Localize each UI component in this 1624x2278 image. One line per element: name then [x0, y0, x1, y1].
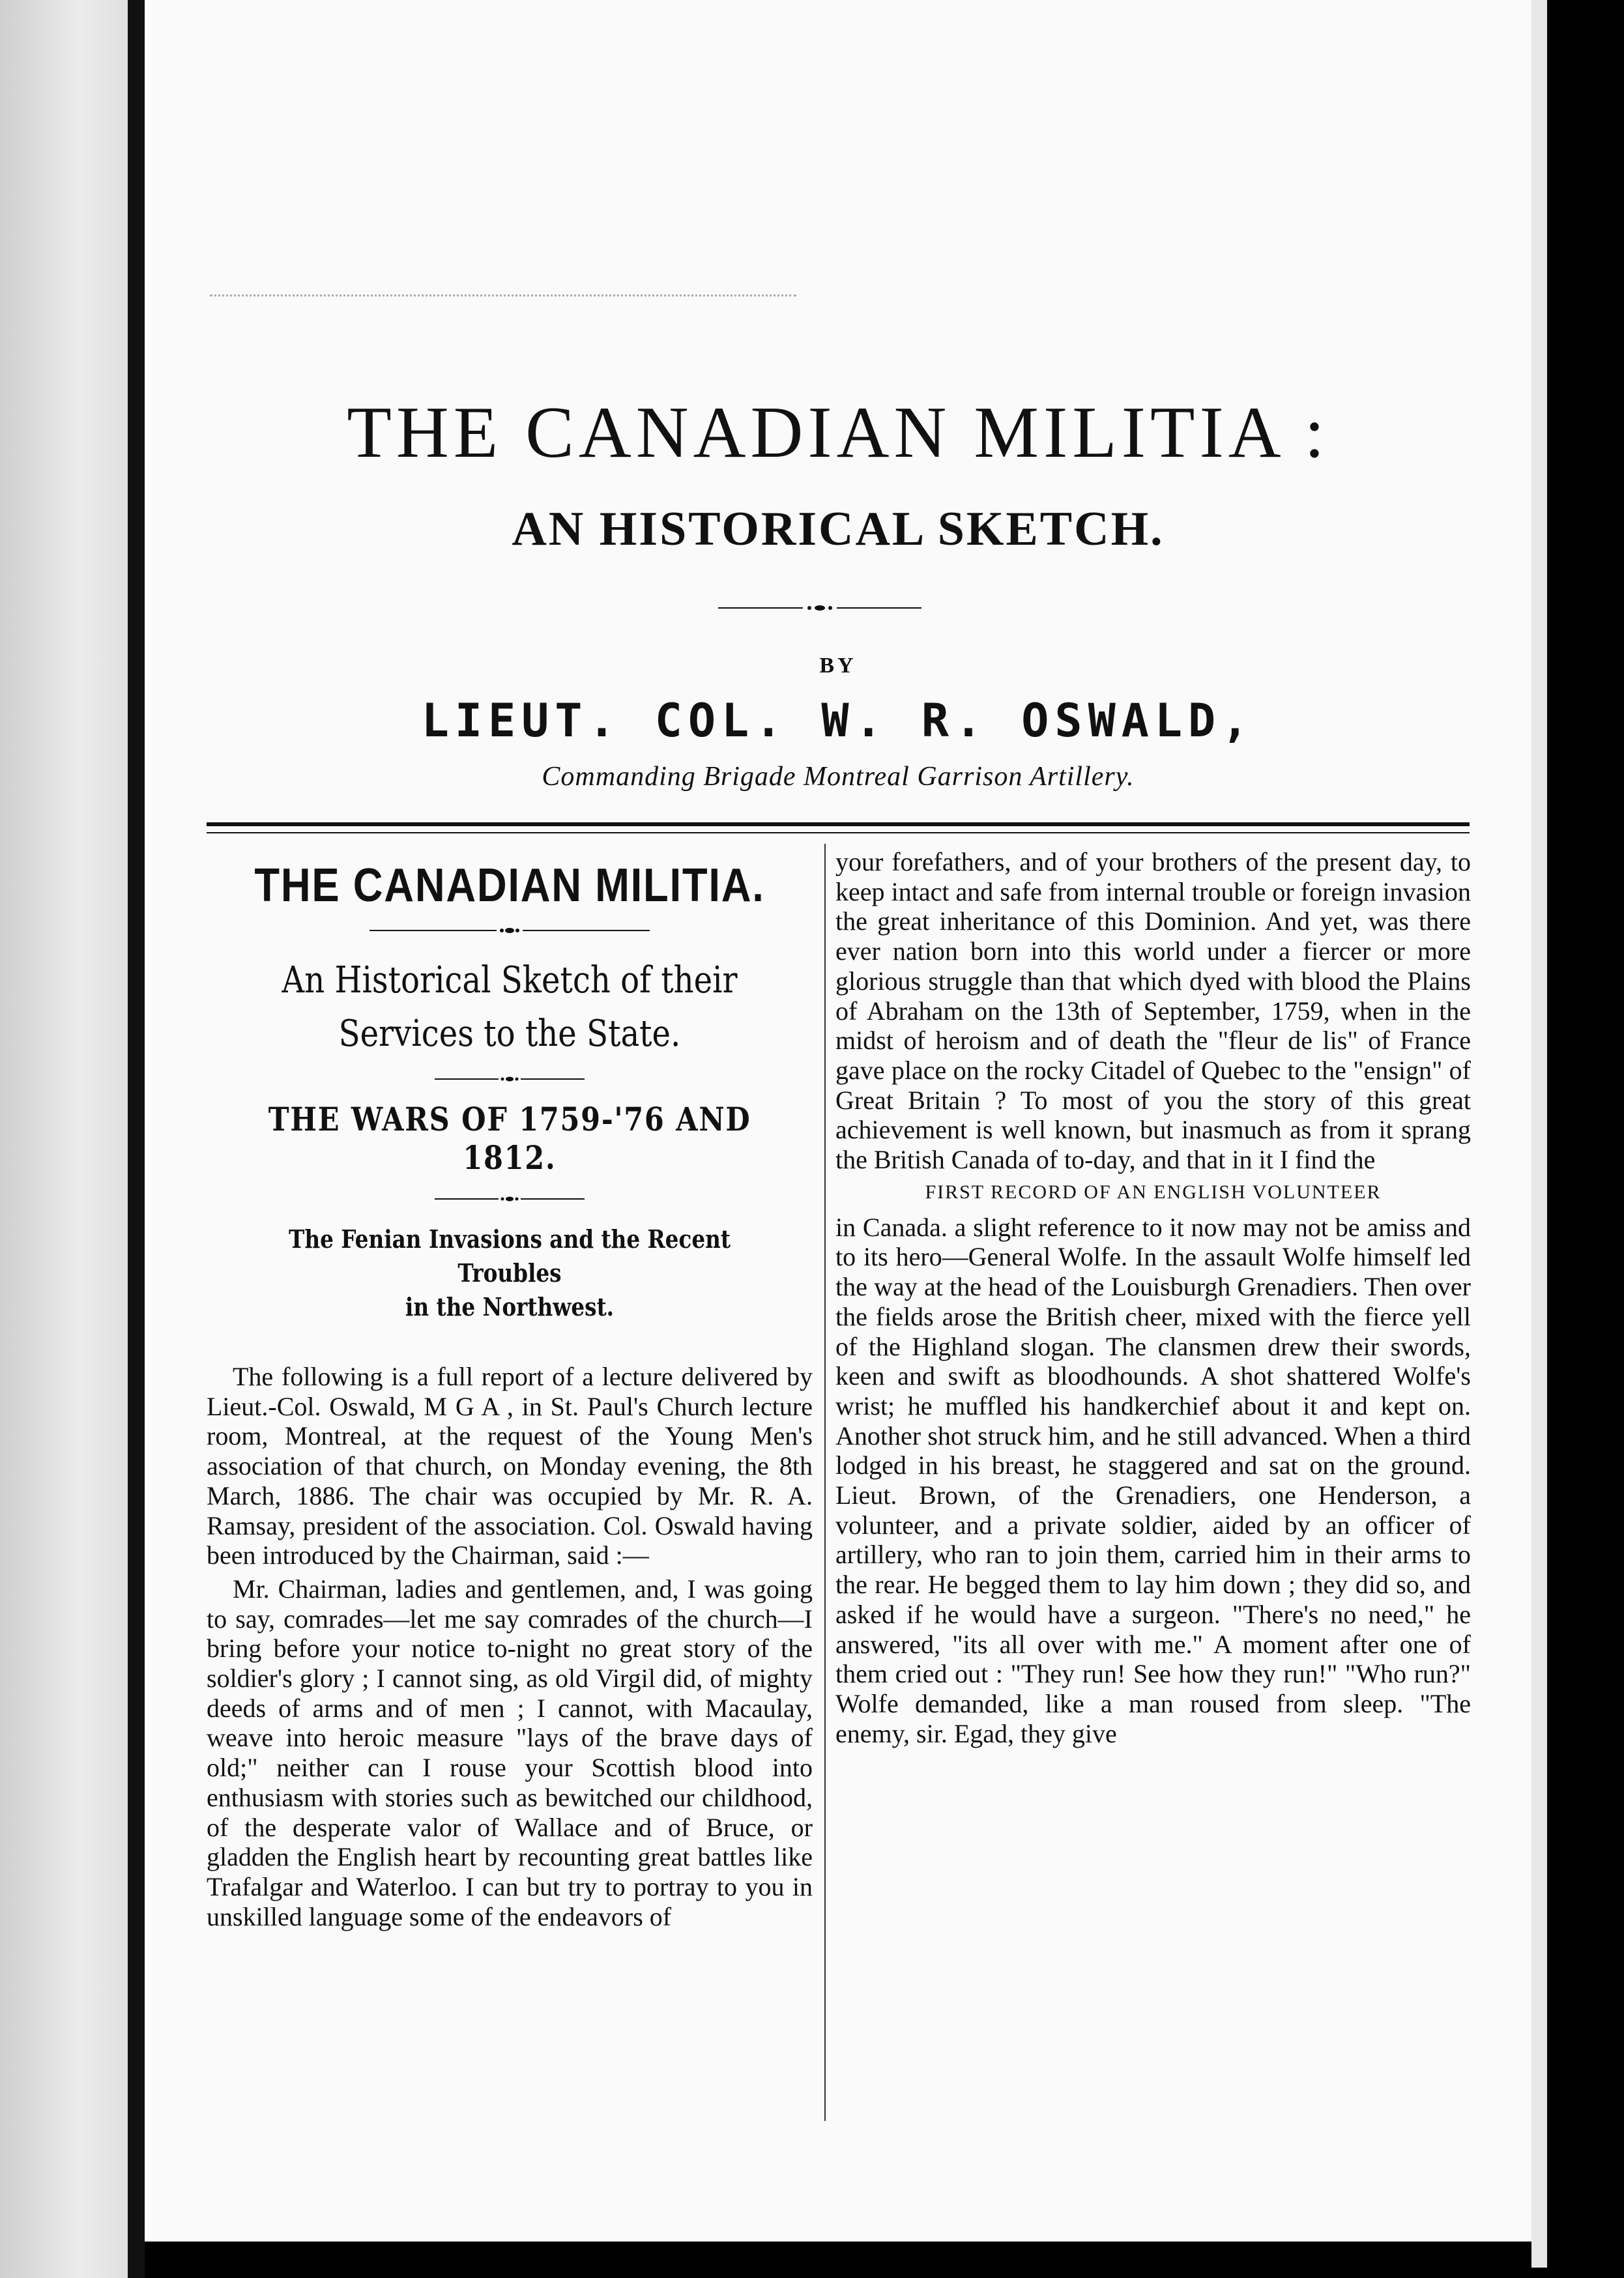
wars-heading: THE WARS OF 1759-'76 AND 1812. — [268, 1100, 751, 1177]
deck-line-2: Services to the State. — [338, 1013, 681, 1055]
page-title: THE CANADIAN MILITIA : — [347, 392, 1329, 473]
section-subheading: FIRST RECORD OF AN ENGLISH VOLUNTEER — [925, 1181, 1382, 1203]
intro-paragraph: The following is a full report of a lecture delivered by Lieut.-Col. Oswald, M G A , in St. Paul's Church lecture room, Montreal, at the request of the Young Men's association of that church, on Monday evening, the 8th March, 1886. The chair was occupied by Mr. R. A. Ramsay, president of the association. Col. Oswald having been introduced by the Chairman, said :— — [207, 1362, 813, 1570]
book-gutter — [128, 0, 145, 2278]
left-page-edge — [0, 0, 134, 2278]
fenian-heading-line-2: in the Northwest. — [405, 1292, 615, 1321]
byline-label: BY — [819, 654, 857, 678]
header-rule-thin — [207, 832, 1470, 833]
ornament-divider-icon — [435, 1195, 585, 1203]
column-heading: THE CANADIAN MILITIA. — [254, 859, 765, 912]
deck-line-1: An Historical Sketch of their — [282, 959, 738, 1002]
page-subtitle: AN HISTORICAL SKETCH. — [512, 502, 1165, 556]
speech-paragraph: Mr. Chairman, ladies and gentlemen, and, I was going to say, comrades—let me say comrades of the church—I bring before your notice to-night no great story of the soldier's glory ; I cannot sing, as old Virgil did, of mighty deeds of arms and of men ; I cannot, with Macaulay, weave into heroic measure "lays of the brave days of old;" neither can I rouse your Scottish blood into enthusiasm with stories such as bewitched our childhood, of the desperate valor of Wallace and of Bruce, or gladden the English heart by recounting great battles like Trafalgar and Waterloo. I can but try to portray to you in unskilled language some of the endeavors of — [207, 1574, 813, 1931]
paragraph-forefathers: your forefathers, and of your brothers of the present day, to keep intact and safe from internal trouble or foreign invasion the great inheritance of this Dominion. And yet, was there ever nation born into this world under a fiercer or more glorious struggle than that which dyed with blood the Plains of Abraham on the 13th of September, 1759, when in the midst of heroism and of death the "fleur de lis" of France gave place on the rocky Citadel of Quebec to the "ensign" of Great Britain ? To most of you the story of this great achievement is well known, but inasmuch as from it sprang the British Canada of to-day, and that in it I find the — [835, 847, 1471, 1175]
ornament-divider-icon — [435, 1075, 585, 1083]
ornament-divider-icon — [718, 605, 921, 611]
column-divider — [824, 844, 826, 2121]
fenian-heading-line-1: The Fenian Invasions and the Recent Troubles — [288, 1224, 731, 1288]
right-column — [835, 847, 1471, 1748]
document-page — [145, 0, 1531, 2242]
header-rule — [207, 822, 1470, 826]
author-name: LIEUT. COL. W. R. OSWALD, — [421, 694, 1255, 747]
author-rank: Commanding Brigade Montreal Garrison Artillery. — [542, 762, 1135, 792]
dotted-line — [210, 295, 796, 296]
ornament-divider-icon — [370, 927, 650, 934]
paragraph-wolfe: in Canada. a slight reference to it now may not be amiss and to its hero—General Wolfe. In the assault Wolfe himself led the way at the head of the Louisburgh Grenadiers. Then over the fields arose the British cheer, mixed with the fierce yell of the Highland slogan. The clansmen drew their swords, keen and swift as bloodhounds. A shot shattered Wolfe's wrist; he muffled his handkerchief about it and kept on. Another shot struck him, and he still advanced. When a third lodged in his breast, he staggered and sat on the ground. Lieut. Brown, of the Grenadiers, one Henderson, a volunteer, and a private soldier, aided by an officer of artillery, who ran to join them, carried him in their arms to the rear. He begged them to lay him down ; they did so, and asked if he would have a surgeon. "There's no need," he answered, "its all over with me." A moment after one of them cried out : "They run! See how they run!" "Who run?" Wolfe demanded, like a man roused from sleep. "The enemy, sir. Egad, they give — [835, 1212, 1471, 1748]
right-page-edge — [1531, 0, 1547, 2268]
left-column — [207, 847, 813, 1931]
